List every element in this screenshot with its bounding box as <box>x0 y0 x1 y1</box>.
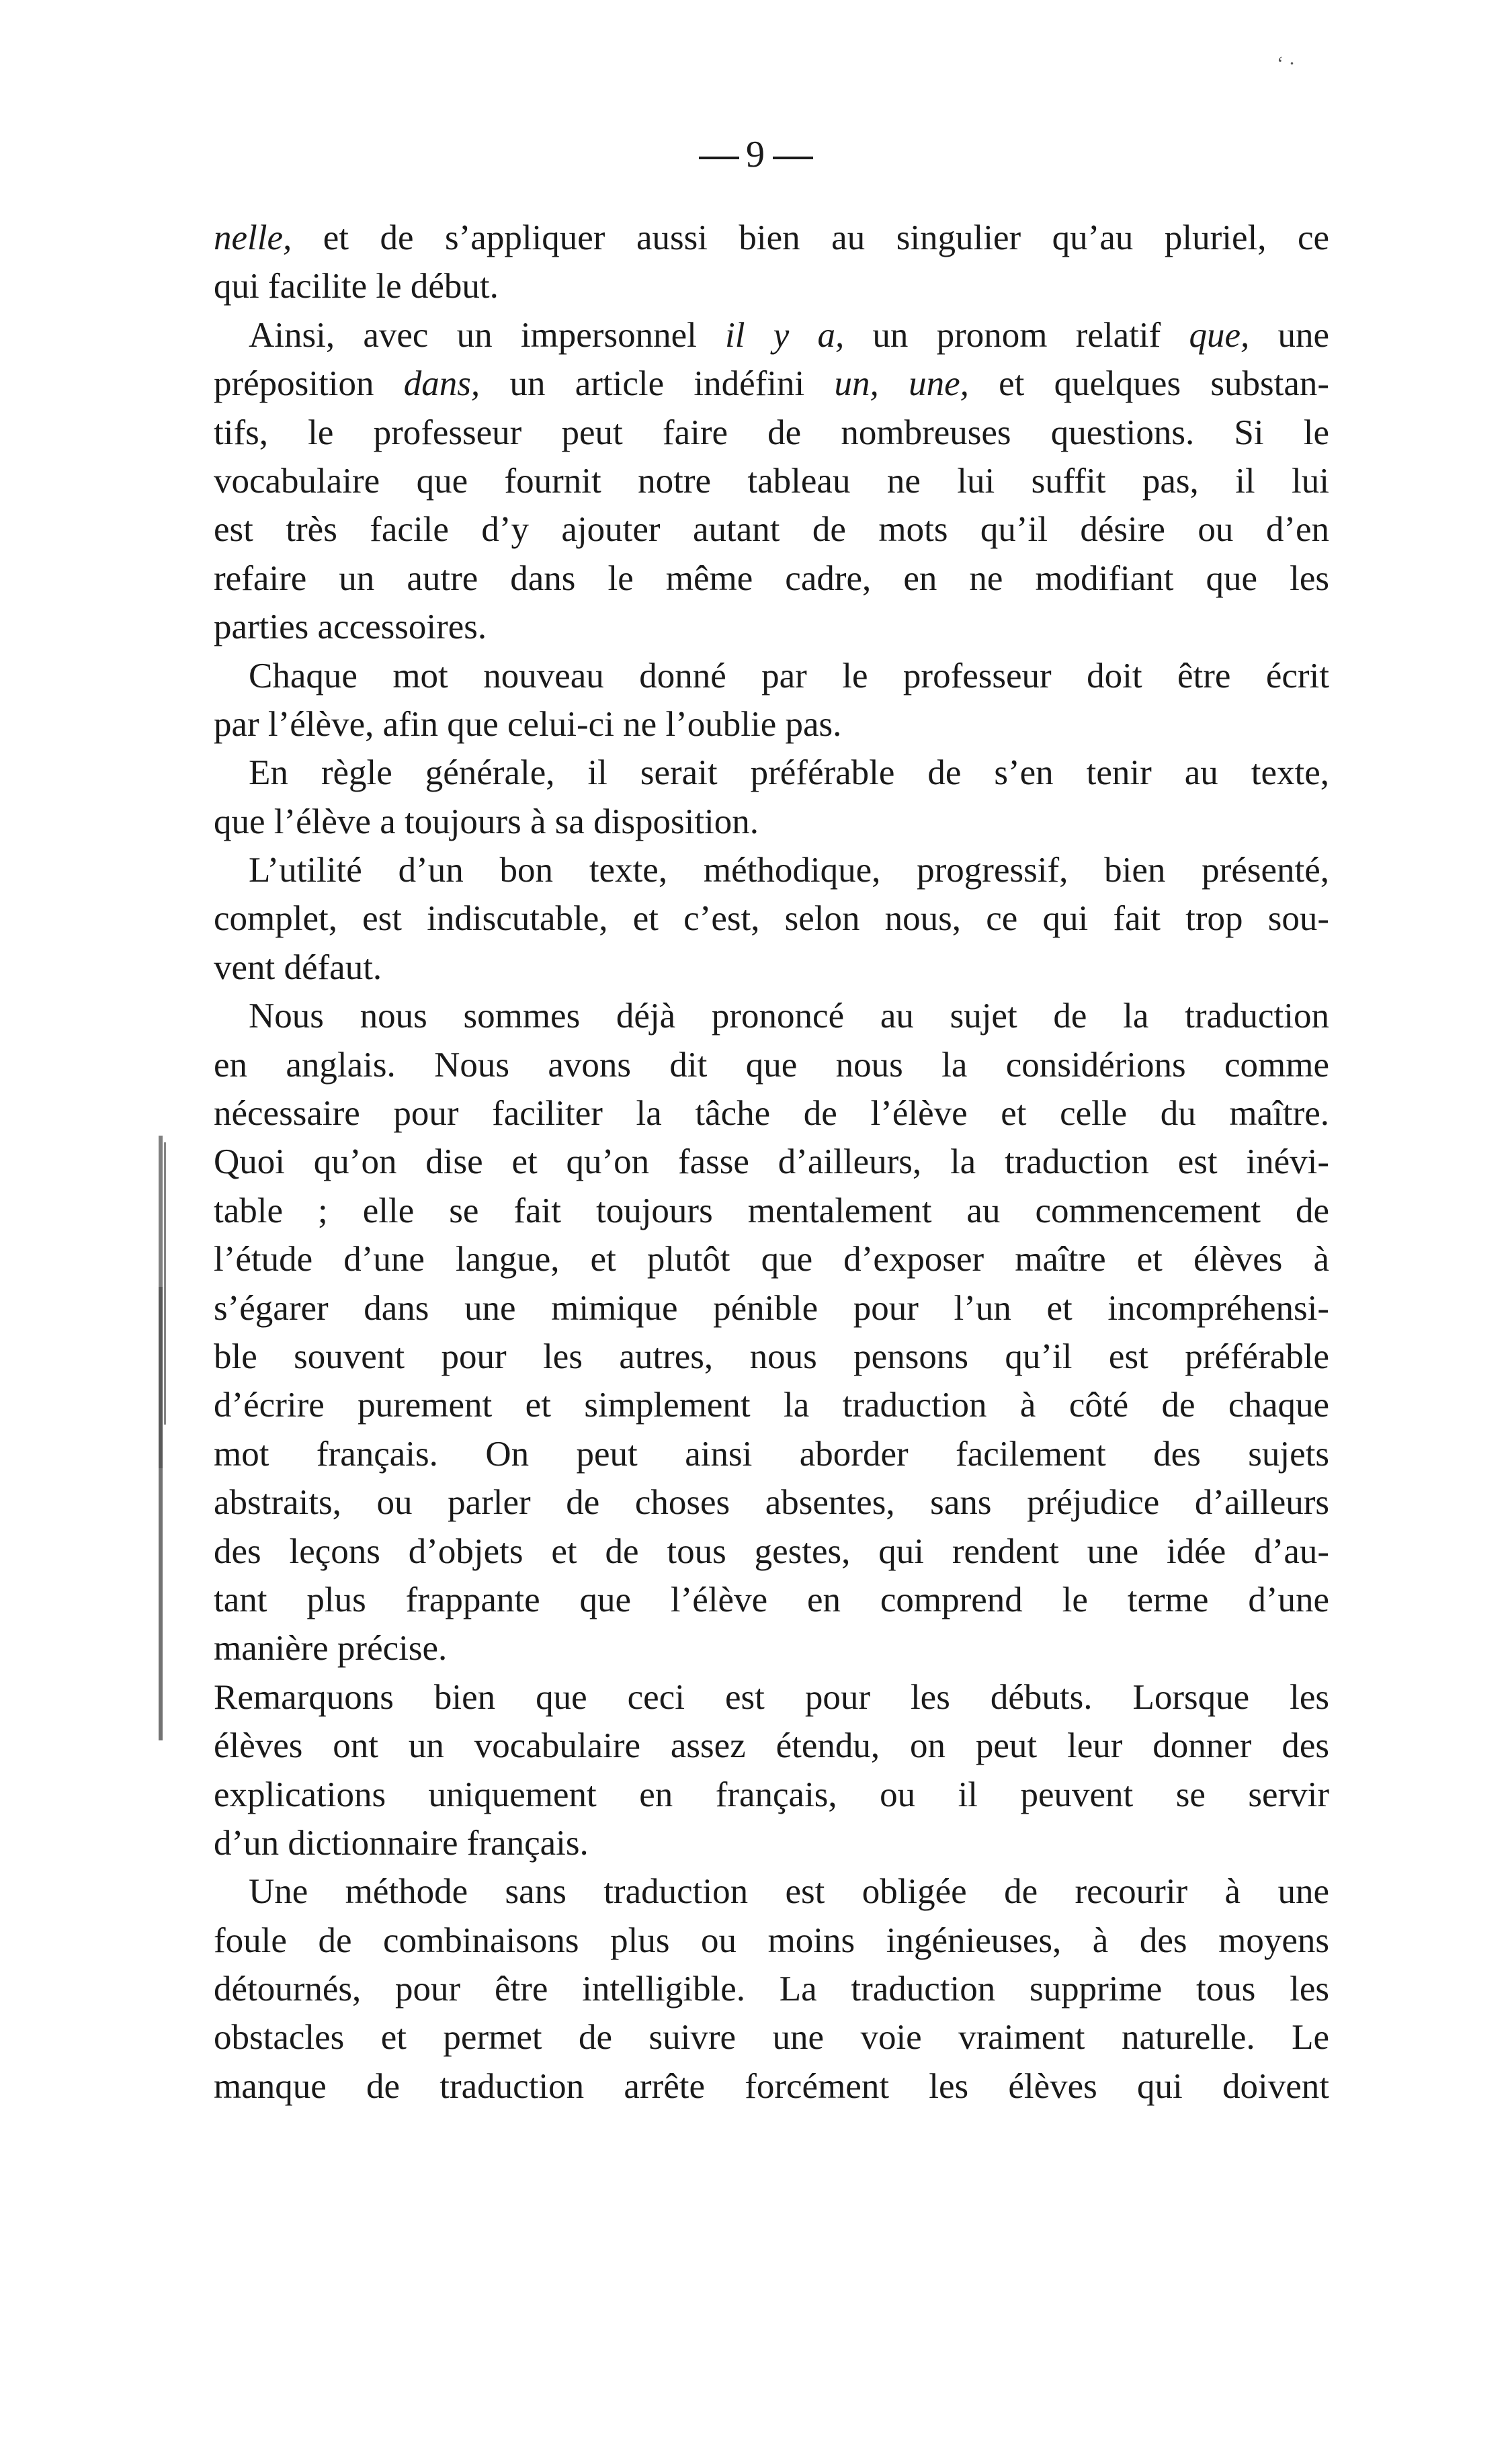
text-line <box>214 554 1329 603</box>
text-run: l’étude d’une langue, et plutôt que d’exposer maître et élèves à <box>214 1240 1329 1279</box>
text-line <box>214 1673 1329 1722</box>
text-run: vocabulaire que fournit notre tableau ne lui suffit pas, il lui <box>214 461 1329 501</box>
italic-text: que, <box>1189 315 1250 355</box>
text-run: Ainsi, avec un impersonnel <box>249 315 726 355</box>
italic-text: un, une, <box>834 364 969 404</box>
text-run: que l’élève a toujours à sa disposition. <box>214 802 759 841</box>
text-run: élèves ont un vocabulaire assez étendu, on peut leur donner des <box>214 1726 1329 1766</box>
text-run: refaire un autre dans le même cadre, en ne modifiant que les <box>214 558 1329 598</box>
text-line <box>214 1284 1329 1333</box>
text-line <box>214 1527 1329 1576</box>
body-text <box>214 214 1329 2111</box>
text-line <box>214 2013 1329 2062</box>
text-run: Remarquons bien que ceci est pour les débuts. Lorsque les <box>214 1677 1329 1717</box>
text-run: un pronom relatif <box>844 315 1189 355</box>
page-number-value: 9 <box>746 134 766 175</box>
text-line <box>214 1478 1329 1527</box>
text-run: ble souvent pour les autres, nous pensons qu’il est préférable <box>214 1337 1329 1376</box>
dash-right <box>773 157 813 159</box>
text-run: manière précise. <box>214 1629 448 1668</box>
italic-text: il y a, <box>725 315 845 355</box>
text-line <box>214 360 1329 408</box>
text-run: Une méthode sans traduction est obligée de recourir à une <box>249 1872 1329 1912</box>
text-run: et de s’appliquer aussi bien au singulier qu’au pluriel, ce <box>292 218 1329 257</box>
text-line <box>214 1624 1329 1673</box>
text-run: d’écrire purement et simplement la traduction à côté de chaque <box>214 1386 1329 1425</box>
text-run: foule de combinaisons plus ou moins ingénieuses, à des moyens <box>214 1920 1329 1960</box>
text-run: et quelques substan- <box>968 364 1330 404</box>
text-line <box>214 652 1329 700</box>
text-line <box>214 505 1329 554</box>
text-line <box>214 1235 1329 1283</box>
text-run: des leçons d’objets et de tous gestes, qui rendent une idée d’au- <box>214 1531 1329 1571</box>
text-line <box>214 992 1329 1040</box>
text-line <box>214 1430 1329 1478</box>
text-run: nécessaire pour faciliter la tâche de l’élève et celle du maître. <box>214 1094 1329 1134</box>
text-run: explications uniquement en français, ou il peuvent se servir <box>214 1775 1329 1814</box>
text-line <box>214 1867 1329 1916</box>
page-number <box>0 133 1512 176</box>
text-line <box>214 1041 1329 1089</box>
text-line <box>214 311 1329 360</box>
text-line <box>214 1916 1329 1965</box>
text-run: mot français. On peut ainsi aborder facilement des sujets <box>214 1434 1329 1474</box>
text-run: vent défaut. <box>214 947 382 987</box>
text-line <box>214 846 1329 894</box>
text-run: est très facile d’y ajouter autant de mots qu’il désire ou d’en <box>214 510 1329 550</box>
text-run: s’égarer dans une mimique pénible pour l’un et incompréhensi- <box>214 1288 1329 1328</box>
text-run: tant plus frappante que l’élève en comprend le terme d’une <box>214 1580 1329 1619</box>
text-line <box>214 409 1329 457</box>
text-line <box>214 1771 1329 1819</box>
text-run: En règle générale, il serait préférable de s’en tenir au texte, <box>249 753 1329 793</box>
text-run: L’utilité d’un bon texte, méthodique, progressif, bien présenté, <box>249 851 1329 890</box>
text-run: détournés, pour être intelligible. La traduction supprime tous les <box>214 1970 1329 2009</box>
text-line <box>214 262 1329 310</box>
italic-text: nelle, <box>214 218 292 257</box>
text-run: en anglais. Nous avons dit que nous la considérions comme <box>214 1045 1329 1085</box>
text-line <box>214 1089 1329 1138</box>
text-line <box>214 943 1329 992</box>
text-run: abstraits, ou parler de choses absentes, sans préjudice d’ailleurs <box>214 1483 1329 1523</box>
dash-left <box>699 157 739 159</box>
text-run: une <box>1249 315 1329 355</box>
text-run: manque de traduction arrête forcément les élèves qui doivent <box>214 2066 1329 2106</box>
text-line <box>214 1576 1329 1624</box>
text-line <box>214 749 1329 797</box>
text-run: Chaque mot nouveau donné par le professeur doit être écrit <box>249 656 1329 695</box>
text-run: tifs, le professeur peut faire de nombreuses questions. Si le <box>214 413 1329 452</box>
text-line <box>214 603 1329 651</box>
text-run: complet, est indiscutable, et c’est, selon nous, ce qui fait trop sou- <box>214 899 1329 939</box>
text-run: qui facilite le début. <box>214 267 499 306</box>
text-run: parties accessoires. <box>214 607 487 647</box>
text-line <box>214 1187 1329 1235</box>
text-run: un article indéfini <box>480 364 835 404</box>
text-line <box>214 894 1329 943</box>
text-run: Nous nous sommes déjà prononcé au sujet de la traduction <box>249 997 1329 1036</box>
text-line <box>214 214 1329 262</box>
margin-binding-mark-secondary <box>164 1142 166 1425</box>
text-run: d’un dictionnaire français. <box>214 1823 589 1863</box>
text-line <box>214 1965 1329 2013</box>
text-line <box>214 2062 1329 2111</box>
text-run: table ; elle se fait toujours mentalement au commencement de <box>214 1191 1329 1230</box>
text-line <box>214 1722 1329 1770</box>
text-line <box>214 1138 1329 1186</box>
text-line <box>214 700 1329 749</box>
text-run: obstacles et permet de suivre une voie vraiment naturelle. Le <box>214 2018 1329 2058</box>
text-line <box>214 457 1329 505</box>
margin-binding-mark <box>159 1136 163 1740</box>
text-line <box>214 1381 1329 1429</box>
text-line <box>214 1819 1329 1867</box>
text-run: préposition <box>214 364 404 404</box>
text-line <box>214 798 1329 846</box>
corner-mark: ‘ · <box>1277 52 1296 75</box>
italic-text: dans, <box>403 364 480 404</box>
text-run: Quoi qu’on dise et qu’on fasse d’ailleurs, la traduction est inévi- <box>214 1142 1329 1182</box>
text-line <box>214 1333 1329 1381</box>
text-run: par l’élève, afin que celui-ci ne l’oublie pas. <box>214 704 842 744</box>
